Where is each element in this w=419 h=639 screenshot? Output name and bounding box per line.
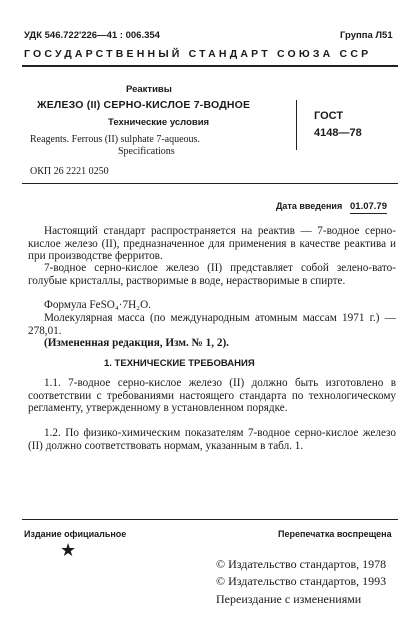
header-rule — [22, 65, 398, 67]
description-paragraph: 7-водное серно-кислое железо (II) представляет собой зелено-вато-голубые кристаллы, растворимые в воде, нерастворимые в спирте. — [28, 262, 396, 287]
formula-paragraph — [28, 299, 396, 312]
clause-1-1: 1.1. 7-водное серно-кислое железо (II) должно быть изготовлено в соответствии с требованиями настоящего стандарта по технологическому регламенту, утвержденному в установленном порядке. — [28, 377, 396, 415]
intro-paragraph: Настоящий стандарт распространяется на реактив — 7-водное серно-кислое железо (II), предназначенное для применения в качестве реактива и при производстве ферритов. — [28, 225, 396, 263]
gost-label: ГОСТ — [314, 110, 344, 122]
english-title: Reagents. Ferrous (II) sulphate 7-aqueous. — [30, 134, 200, 145]
section-title: 1. ТЕХНИЧЕСКИЕ ТРЕБОВАНИЯ — [104, 358, 255, 369]
footer-rule — [22, 519, 398, 520]
copyright-1978: © Издательство стандартов, 1978 — [216, 557, 387, 571]
udc-code: УДК 546.722'226—41 : 006.354 — [24, 30, 160, 41]
copyright-1993: © Издательство стандартов, 1993 — [216, 574, 387, 588]
product-name: ЖЕЛЕЗО (II) СЕРНО-КИСЛОЕ 7-ВОДНОЕ — [37, 99, 251, 111]
date-value: 01.07.79 — [350, 201, 387, 212]
standard-title: ГОСУДАРСТВЕННЫЙ СТАНДАРТ СОЮЗА ССР — [24, 48, 372, 60]
english-subtitle: Specifications — [118, 146, 175, 157]
group-code: Группа Л51 — [340, 30, 393, 41]
reprint-notice: Перепечатка воспрещена — [278, 529, 392, 539]
subtitle: Технические условия — [108, 117, 210, 128]
star-icon: ★ — [60, 540, 77, 560]
formula-label: Формула — [44, 299, 87, 311]
official-edition: Издание официальное — [24, 529, 127, 539]
molar-mass-paragraph: Молекулярная масса (по международным атомным массам 1971 г.) — 278,01. — [28, 312, 396, 337]
formula-value: FeSO₄·7H₂O. — [89, 299, 151, 311]
title-rule — [22, 183, 398, 184]
gost-divider — [296, 100, 297, 150]
category-label: Реактивы — [126, 84, 172, 95]
amendment-note: (Измененная редакция, Изм. № 1, 2). — [44, 337, 229, 349]
okp-code: ОКП 26 2221 0250 — [30, 166, 109, 177]
clause-1-2: 1.2. По физико-химическим показателям 7-водное серно-кислое железо (II) должно соответствовать нормам, указанным в табл. 1. — [28, 427, 396, 452]
date-label: Дата введения — [276, 201, 343, 211]
gost-number: 4148—78 — [314, 127, 362, 139]
reissue-note: Переиздание с изменениями — [216, 592, 362, 606]
